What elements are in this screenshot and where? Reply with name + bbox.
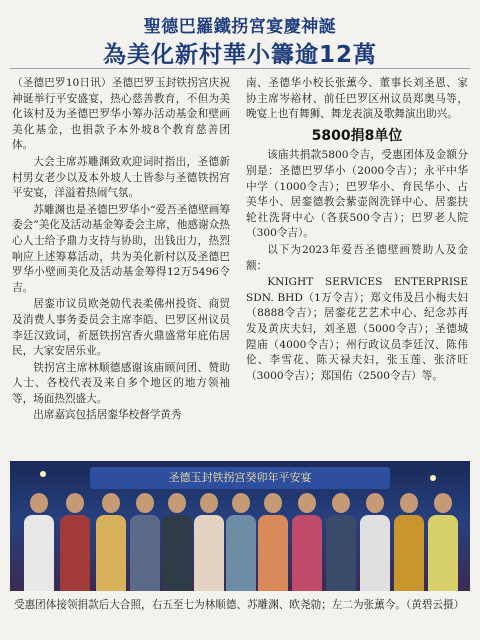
article-paragraph: 居銮市议员欧尧勍代表柔佛州投资、商贸及消费人事务委员会主席李皓、巴罗区州议员李廷汉致词，祈愿铁拐宫香火鼎盛常年庇佑居民，大家安居乐业。 [12,298,230,358]
article-paragraph: 以下为2023年爱吾圣德壁画赞助人及金额： [246,243,468,272]
person-figure [194,493,224,591]
person-figure [360,493,390,591]
person-figure [428,493,458,591]
article-left-column [12,76,230,425]
stage-banner: 圣德玉封铁拐宫癸卯年平安宴 [90,467,390,489]
article-right-column [246,76,468,385]
photo-caption: 受惠团体接领捐款后大合照，右五至七为林顺德、苏雕渊、欧尧勍；左二为张薰今。（黄碧云摄） [14,599,465,611]
sponsor-list-paragraph: KNIGHT SERVICES ENTERPRISE SDN. BHD（1万令吉）；郑文伟及吕小梅夫妇（8888令吉）；居銮花艺艺术中心、纪念苏再发及黄庆夫妇，刘圣恩（5000令吉）；圣德城隍庙（4000令吉）；州行政议员李廷汉、陈伟伦、李雪花、陈天禄夫妇，张玉莲、张济旺（3000令吉）；郑国佑（2500令吉）等。 [246,276,468,382]
person-figure [60,493,90,591]
person-figure [258,493,288,591]
article-subhead: 5800捐8单位 [311,127,403,144]
article-paragraph: 出席嘉宾包括居銮华校督学黄秀 [33,409,182,422]
person-figure [24,493,54,591]
person-figure [162,493,192,591]
article-paragraph: （圣德巴罗10日讯）圣德巴罗玉封铁拐宫庆祝神诞举行平安盛宴，热心慈善教育，不但为美化该村及为圣德巴罗华小筹办活动基金和壁画美化基金，也捐款予本外坡8个教育慈善团体。 [12,77,230,152]
stage-light [430,475,436,481]
headline-line2: 為美化新村華小籌逾12萬 [102,42,377,68]
person-figure [130,493,160,591]
person-figure [326,493,356,591]
group-photo [10,461,470,591]
headline-line1: 聖德巴羅鐵拐宮宴慶神誕 [143,17,337,37]
person-figure [226,493,256,591]
article-paragraph: 南、圣德华小校长张薰今、董事长刘圣恩、家协主席岑裕材、前任巴罗区州议员郑奥马等，晚宴上也有舞狮、舞龙表演及歌舞演出助兴。 [246,77,468,121]
article-paragraph: 大会主席苏雕渊致欢迎词时指出，圣德新村男女老少以及本外坡人士皆参与圣德铁拐宫平安宴，洋溢着热闹气氛。 [12,155,230,200]
article-paragraph: 铁拐宫主席林顺德感谢该庙顾问团、赞助人士、各校代表及来自多个地区的地方领袖等，场面热烈盛大。 [12,361,230,405]
person-figure [292,493,322,591]
article-paragraph: 该庙共捐款5800令吉，受惠团体及金额分别是：圣德巴罗华小（2000令吉）；永平中华中学（1000令吉）；巴罗华小、育民华小、占美华小、居銮德教会紫壶阁洗铎中心、居銮扶轮社洗肾中心（各获500令吉）；巴罗老人院（300令吉）。 [246,149,468,240]
header-rule [10,68,470,69]
stage-light [40,471,46,477]
person-figure [96,493,126,591]
article-paragraph: 苏雕渊也是圣德巴罗华小“爱吾圣德壁画筹委会”美化及活动基金筹委会主席，他感谢众热心人士给予鼎力支持与协助，出钱出力，热烈响应上述筹募活动，共为美化新村以及圣德巴罗华小壁画美化及活动基金筹得12万5496令吉。 [12,203,230,294]
person-figure [394,493,424,591]
